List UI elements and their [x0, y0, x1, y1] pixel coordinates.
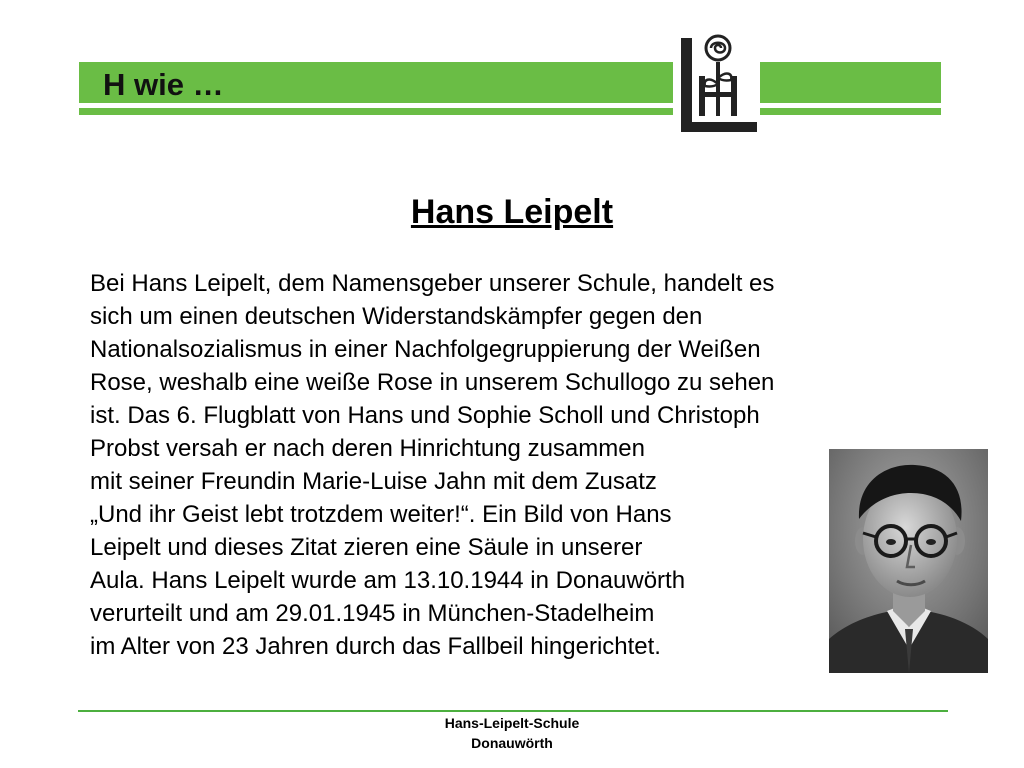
- footer: [0, 713, 1024, 753]
- bio-line: „Und ihr Geist lebt trotzdem weiter!“. Ein Bild von Hans: [90, 501, 672, 528]
- bio-line: Bei Hans Leipelt, dem Namensgeber unserer Schule, handelt es: [90, 270, 775, 297]
- header-stripe-right: [760, 108, 941, 115]
- bio-line: Rose, weshalb eine weiße Rose in unserem Schullogo zu sehen: [90, 369, 775, 396]
- footer-city: Donauwörth: [471, 735, 553, 751]
- bio-line: Nationalsozialismus in einer Nachfolgegruppierung der Weißen: [90, 336, 761, 363]
- header-stripe: [79, 108, 673, 115]
- bio-line: im Alter von 23 Jahren durch das Fallbeil hingerichtet.: [90, 633, 661, 660]
- bio-line: Leipelt und dieses Zitat zieren eine Säule in unserer: [90, 534, 643, 561]
- bio-line: verurteilt und am 29.01.1945 in München-Stadelheim: [90, 600, 655, 627]
- bio-line: Probst versah er nach deren Hinrichtung zusammen: [90, 435, 645, 462]
- page-title: Hans Leipelt: [410, 193, 614, 231]
- header-title: H wie …: [103, 67, 224, 102]
- bio-line: ist. Das 6. Flugblatt von Hans und Sophie Scholl und Christoph: [90, 402, 760, 429]
- bio-line: mit seiner Freundin Marie-Luise Jahn mit dem Zusatz: [90, 468, 657, 495]
- footer-divider: [78, 710, 948, 712]
- bio-line: Aula. Hans Leipelt wurde am 13.10.1944 in Donauwörth: [90, 567, 686, 594]
- biography-text: [90, 267, 920, 663]
- school-logo-icon: [677, 32, 759, 134]
- footer-school-name: Hans-Leipelt-Schule: [444, 715, 580, 731]
- bio-line: sich um einen deutschen Widerstandskämpfer gegen den: [90, 303, 703, 330]
- header-band-right: [760, 62, 941, 103]
- portrait-photo-icon: [829, 449, 988, 673]
